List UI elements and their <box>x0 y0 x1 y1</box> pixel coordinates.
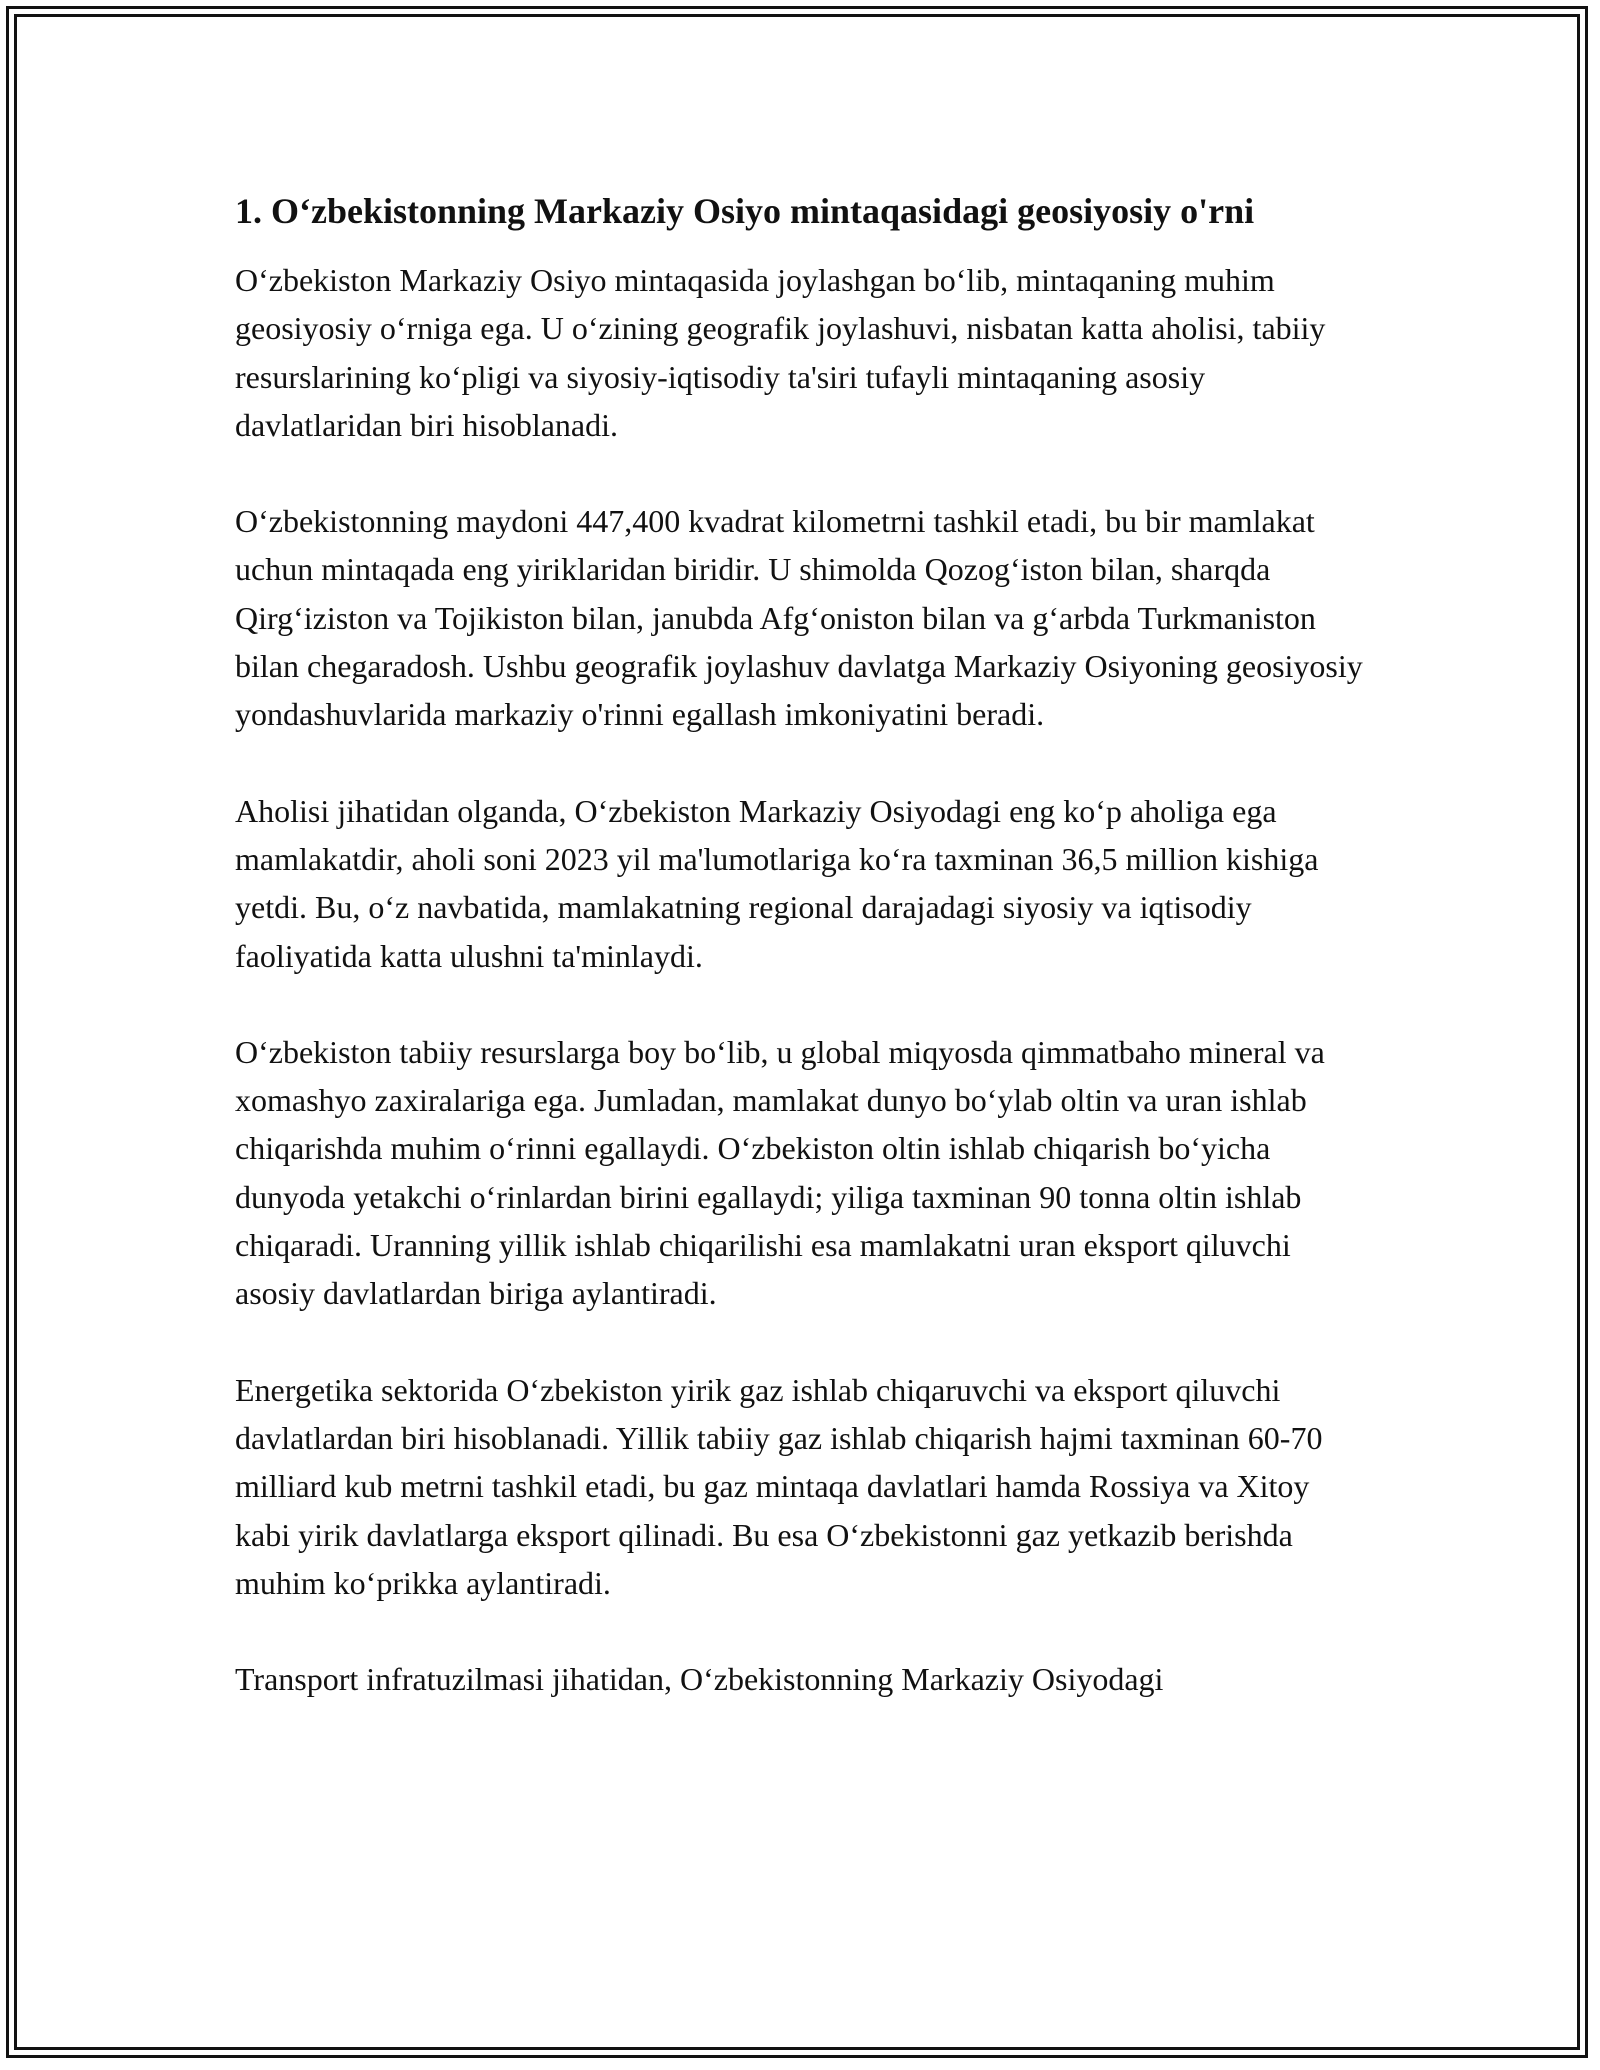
paragraph: O‘zbekiston tabiiy resurslarga boy bo‘lib, u global miqyosda qimmatbaho mineral va xomashyo zaxiralariga ega. Jumladan, mamlakat dunyo bo‘ylab oltin va uran ishlab chiqarishda muhim o‘rinni egallaydi. O‘zbekiston oltin ishlab chiqarish bo‘yicha dunyoda yetakchi o‘rinlardan birini egallaydi; yiliga taxminan 90 tonna oltin ishlab chiqaradi. Uranning yillik ishlab chiqarilishi esa mamlakatni uran eksport qiluvchi asosiy davlatlardan biriga aylantiradi. <box>235 1033 1325 1312</box>
paragraph: Energetika sektorida O‘zbekiston yirik gaz ishlab chiqaruvchi va eksport qiluvchi davlatlardan biri hisoblanadi. Yillik tabiiy gaz ishlab chiqarish hajmi taxminan 60-70 milliard kub metrni tashkil etadi, bu gaz mintaqa davlatlari hamda Rossiya va Xitoy kabi yirik davlatlarga eksport qilinadi. Bu esa O‘zbekistonni gaz yetkazib berishda muhim ko‘prikka aylantiradi. <box>235 1371 1323 1601</box>
paragraph: O‘zbekiston Markaziy Osiyo mintaqasida joylashgan bo‘lib, mintaqaning muhim geosiyosiy o‘rniga ega. U o‘zining geografik joylashuvi, nisbatan katta aholisi, tabiiy resurslarining ko‘pligi va siyosiy-iqtisodiy ta'siri tufayli mintaqaning asosiy davlatlaridan biri hisoblanadi. <box>235 262 1326 443</box>
section-heading: 1. O‘zbekistonning Markaziy Osiyo mintaqasidagi geosiyosiy o'rni <box>235 191 1255 231</box>
paragraph: Aholisi jihatidan olganda, O‘zbekiston Markaziy Osiyodagi eng ko‘p aholiga ega mamlakatdir, aholi soni 2023 yil ma'lumotlariga ko‘ra taxminan 36,5 million kishiga yetdi. Bu, o‘z navbatida, mamlakatning regional darajadagi siyosiy va iqtisodiy faoliyatida katta ulushni ta'minlaydi. <box>235 792 1319 974</box>
document-body <box>235 186 1370 1751</box>
paragraph: Transport infratuzilmasi jihatidan, O‘zbekistonning Markaziy Osiyodagi <box>235 1661 1164 1698</box>
paragraph: O‘zbekistonning maydoni 447,400 kvadrat kilometrni tashkil etadi, bu bir mamlakat uchun mintaqada eng yiriklaridan biridir. U shimolda Qozog‘iston bilan, sharqda Qirg‘iziston va Tojikiston bilan, janubda Afg‘oniston bilan va g‘arbda Turkmaniston bilan chegaradosh. Ushbu geografik joylashuv davlatga Markaziy Osiyoning geosiyosiy yondashuvlarida markaziy o'rinni egallash imkoniyatini beradi. <box>235 503 1363 733</box>
